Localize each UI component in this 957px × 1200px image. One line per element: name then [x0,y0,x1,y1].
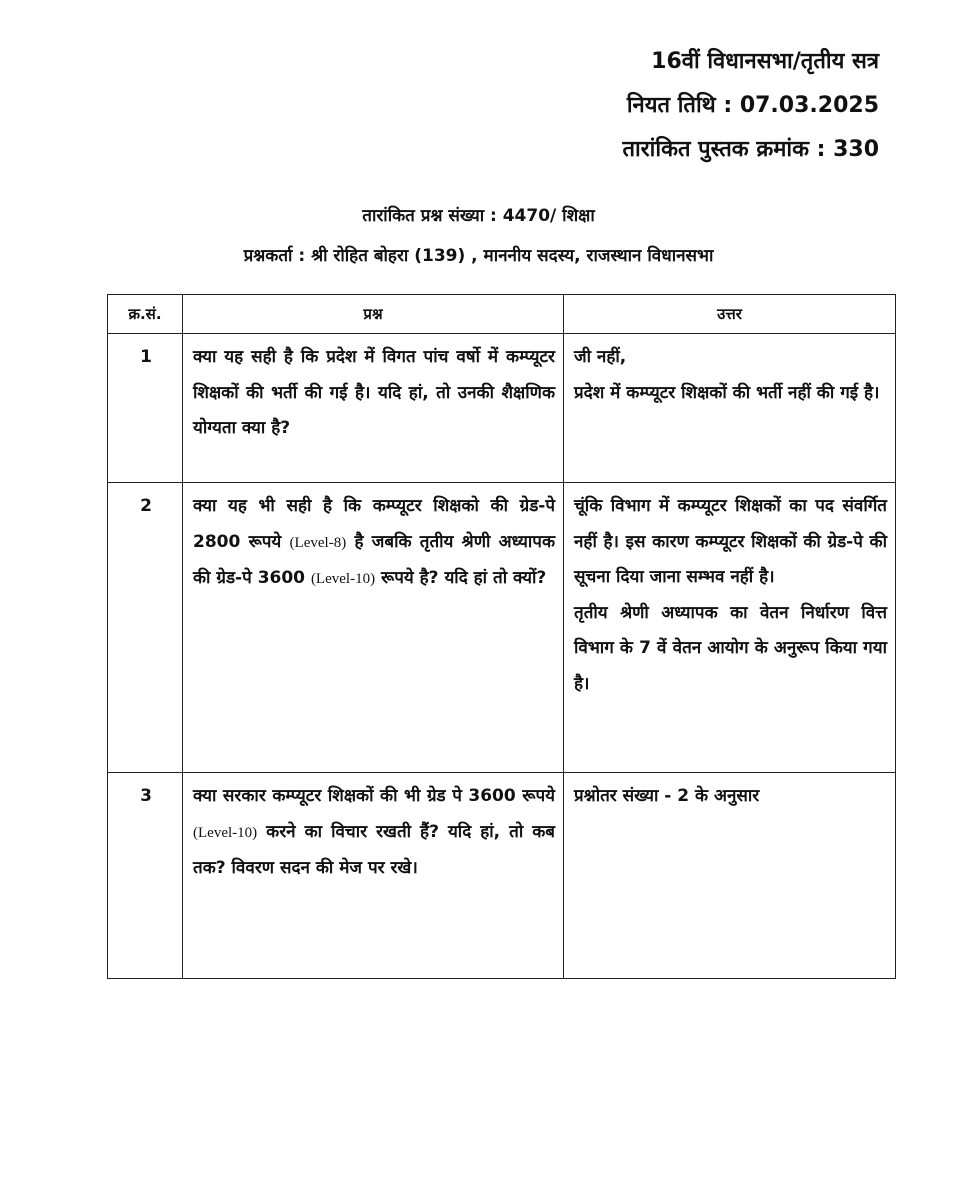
question-number: तारांकित प्रश्न संख्या : 4470/ शिक्षा [362,206,595,226]
starred-book-number: तारांकित पुस्तक क्रमांक : 330 [622,137,879,162]
answer-text: तृतीय श्रेणी अध्यापक का वेतन निर्धारण वित्त विभाग के 7 वें वेतन आयोग के अनुरूप किया गया है। [574,602,887,694]
level-label: (Level-10) [193,824,258,841]
answer-cell: प्रश्नोतर संख्या - 2 के अनुसार [564,773,896,979]
session-title: 16वीं विधानसभा/तृतीय सत्र [651,49,879,74]
table-row [108,334,896,483]
answer-text: चूंकि विभाग में कम्प्यूटर शिक्षकों का पद संवर्गित नहीं है। इस कारण कम्प्यूटर शिक्षकों की ग्रेड-पे की सूचना दिया जाना सम्भव नहीं है। [574,496,887,587]
answer-text: प्रदेश में कम्प्यूटर शिक्षकों की भर्ती नहीं की गई है। [574,382,880,403]
answer-cell [564,334,896,483]
question-cell [183,773,564,979]
level-label: (Level-10) [310,571,376,587]
answer-cell [564,483,896,773]
qa-table [107,294,896,979]
question-text: रूपये है? यदि हां तो क्यों? [381,568,547,588]
question-text: है जबकि तृतीय श्रेणी अध्यापक की ग्रेड-पे 3600 [193,531,556,588]
row-number: 2 [108,483,183,773]
row-number: 1 [108,334,183,483]
question-cell [183,483,564,773]
document-header [622,40,879,172]
question-text: क्या यह भी सही है कि कम्प्यूटर शिक्षको की ग्रेड-पे 2800 रूपये [193,496,555,552]
table-row [108,773,896,979]
row-number: 3 [108,773,183,979]
table-header-row [108,295,896,334]
question-text: करने का विचार रखती हैं? यदि हां, तो कब तक? विवरण सदन की मेज पर रखे। [193,821,555,878]
question-info [0,196,957,276]
due-date: नियत तिथि : 07.03.2025 [626,93,879,118]
header-serial: क्र.सं. [108,295,183,334]
header-answer: उत्तर [564,295,896,334]
question-cell: क्या यह सही है कि प्रदेश में विगत पांच वर्षो में कम्प्यूटर शिक्षकों की भर्ती की गई है। यदि हां, तो उनकी शैक्षणिक योग्यता क्या है? [183,334,564,483]
level-label: (Level-8) [289,534,347,551]
answer-text: जी नहीं, [574,347,627,367]
question-text: क्या सरकार कम्प्यूटर शिक्षकों की भी ग्रेड पे 3600 रूपये [193,786,555,806]
header-question: प्रश्न [183,295,564,334]
questioner: प्रश्नकर्ता : श्री रोहित बोहरा (139) , माननीय सदस्य, राजस्थान विधानसभा [243,246,714,266]
table-row [108,483,896,773]
